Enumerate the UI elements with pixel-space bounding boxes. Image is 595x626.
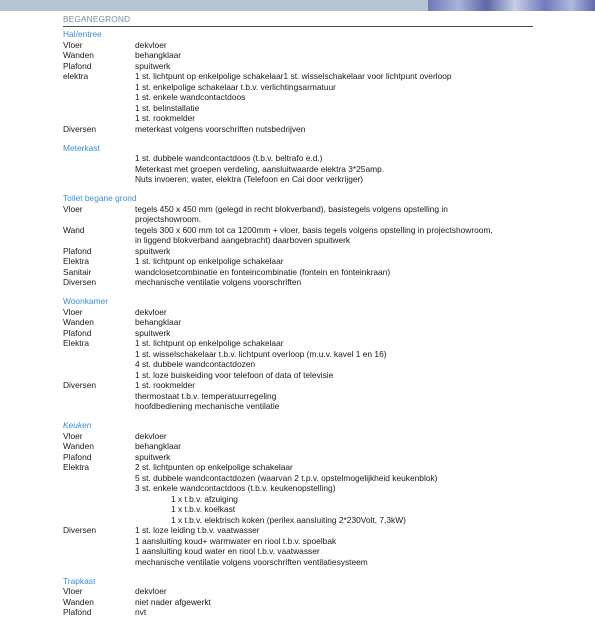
row-value-line: thermostaat t.b.v. temperatuurregeling [135, 390, 277, 401]
row-value-line: spuitwerk [135, 60, 171, 71]
row-label: Elektra [63, 256, 90, 266]
row-values [135, 441, 533, 452]
row-value-line: behangklaar [135, 50, 182, 60]
row-value-line: 1 st. belinstallatie [135, 102, 200, 113]
sections-container [63, 29, 533, 618]
document-body [63, 14, 533, 626]
row-values [135, 40, 533, 51]
section [63, 29, 533, 134]
section-title: Toilet begane grond [63, 193, 137, 203]
spec-row [63, 328, 533, 339]
spec-row [63, 277, 533, 288]
row-label [63, 153, 135, 185]
row-value-line: 2 st. lichtpunten op enkelpolige schakelaar [135, 462, 293, 472]
section-title: Meterkast [63, 142, 100, 153]
spec-row [63, 256, 533, 267]
row-label: Plafond [63, 327, 92, 338]
spec-row [63, 586, 533, 597]
row-value-line: 1 st. loze leiding t.b.v. vaatwasser [135, 525, 260, 535]
row-value-line: 1 st. dubbele wandcontactdoos (t.b.v. beltrafo e.d.) [135, 153, 323, 163]
section-title: Hal/entree [63, 29, 102, 39]
row-values [135, 204, 533, 225]
row-value-line: dekvloer [135, 39, 167, 50]
row-values [135, 307, 533, 318]
row-values [135, 153, 533, 185]
row-label: Diversen [63, 525, 97, 535]
spec-row [63, 40, 533, 51]
spec-row [63, 607, 533, 618]
spec-row [63, 50, 533, 61]
row-value-line: spuitwerk [135, 327, 171, 338]
row-value-line: behangklaar [135, 317, 182, 327]
row-values [135, 525, 533, 567]
row-values [135, 61, 533, 72]
row-value-line: tegels 450 x 450 mm (gelegd in recht blokverband), basistegels volgens opstelling in [135, 203, 448, 214]
row-value-line: 5 st. dubbele wandcontactdozen (waarvan 2 t.p.v. opstelmogelijkheid keukenblok) [135, 472, 438, 483]
row-value-line: meterkast volgens voorschriften nutsbedrijven [135, 123, 306, 134]
row-value-line: dekvloer [135, 430, 167, 441]
row-value-line: nvt [135, 607, 147, 617]
row-values [135, 431, 533, 442]
row-values [135, 597, 533, 608]
row-values [135, 328, 533, 339]
row-value-line: 1 st. lichtpunt op enkelpolige schakelaar [135, 256, 284, 266]
spec-row [63, 317, 533, 328]
section [63, 143, 533, 185]
spec-row [63, 124, 533, 135]
row-label: Wanden [63, 441, 94, 451]
row-label: Vloer [63, 203, 83, 214]
row-label: Vloer [63, 430, 83, 441]
section-title: Woonkamer [63, 296, 108, 306]
row-label: Plafond [63, 60, 92, 71]
row-value-line: mechanische ventilatie volgens voorschriften ventilatiesysteem [135, 556, 368, 567]
spec-row [63, 441, 533, 452]
row-value-line: behangklaar [135, 441, 182, 451]
row-value-line: spuitwerk [135, 451, 171, 462]
row-value-line: hoofdbediening mechanische ventilatie [135, 401, 280, 411]
row-label: Plafond [63, 607, 92, 617]
row-label: Diversen [63, 380, 97, 390]
spec-row [63, 452, 533, 463]
row-value-line: 1 x t.b.v. koelkast [171, 504, 236, 514]
spec-row [63, 462, 533, 525]
header-photo [428, 0, 595, 11]
row-value-line: in liggend blokverband aangebracht) daarboven spuitwerk [135, 235, 351, 245]
row-value-line: 4 st. dubbele wandcontactdozen [135, 359, 256, 369]
section [63, 420, 533, 567]
row-values [135, 462, 533, 525]
row-values [135, 246, 533, 257]
spec-row [63, 71, 533, 124]
row-value-line: mechanische ventilatie volgens voorschriften [135, 277, 302, 287]
row-label: Diversen [63, 123, 97, 134]
section-title: Trapkast [63, 575, 96, 586]
row-label: Plafond [63, 245, 92, 256]
row-value-line: 1 aansluiting koud water en riool t.b.v. vaatwasser [135, 546, 320, 556]
row-values [135, 256, 533, 267]
row-label: Sanitair [63, 266, 92, 277]
row-label: elektra [63, 71, 89, 81]
row-values [135, 338, 533, 380]
row-value-line: dekvloer [135, 306, 167, 317]
row-value-line: projectshowroom. [135, 214, 202, 224]
row-value-line: 1 st. wisselschakelaar t.b.v. lichtpunt overloop (m.u.v. kavel 1 en 16) [135, 348, 387, 359]
row-value-line: 1 x t.b.v. elektrisch koken (perilex aansluiting 2*230Volt, 7,3kW) [171, 514, 406, 525]
row-label: Wanden [63, 596, 94, 607]
spec-row [63, 338, 533, 380]
row-value-line: spuitwerk [135, 245, 171, 256]
row-label: Vloer [63, 306, 83, 317]
row-label: Diversen [63, 277, 97, 287]
row-value-line: 1 st. rookmelder [135, 380, 196, 390]
section [63, 296, 533, 412]
row-value-line: 1 aansluiting koud+ warmwater en riool t.b.v. spoelbak [135, 535, 337, 546]
row-values [135, 277, 533, 288]
row-label: Plafond [63, 451, 92, 462]
row-value-line: 1 st. enkele wandcontactdoos [135, 92, 246, 102]
row-values [135, 607, 533, 618]
row-values [135, 124, 533, 135]
row-value-line: 1 st. lichtpunt op enkelpolige schakelaar1 st. wisselschakelaar voor lichtpunt overloop [135, 71, 452, 81]
section [63, 576, 533, 618]
row-values [135, 225, 533, 246]
spec-row [63, 153, 533, 185]
row-value-line: tegels 300 x 600 mm tot ca 1200mm + vloer, basis tegels volgens opstelling in projectshowroom, [135, 224, 493, 235]
spec-row [63, 307, 533, 318]
row-value-line: 1 st. lichtpunt op enkelpolige schakelaar [135, 338, 284, 348]
spec-row [63, 267, 533, 278]
row-values [135, 380, 533, 412]
row-value-line: 1 st. rookmelder [135, 113, 196, 123]
row-label: Wanden [63, 50, 94, 60]
row-label: Wanden [63, 317, 94, 327]
row-label: Vloer [63, 39, 83, 50]
row-value-line: Nuts invoeren; water, elektra (Telefoon en Cai door verkrijger) [135, 174, 364, 184]
spec-row [63, 525, 533, 567]
page-heading: BEGANEGROND [63, 14, 131, 24]
row-label: Elektra [63, 338, 90, 348]
row-values [135, 317, 533, 328]
row-value-line: 1 st. enkelpolige schakelaar t.b.v. verlichtingsarmatuur [135, 81, 336, 92]
row-value-line: 1 st. loze buiskeiding voor telefoon of data of televisie [135, 369, 334, 380]
spec-row [63, 380, 533, 412]
row-value-line: niet nader afgewerkt [135, 596, 211, 607]
section-title: Keuken [63, 420, 92, 430]
row-label: Wand [63, 224, 85, 235]
row-value-line: Meterkast met groepen verdeling, aansluitwaarde elektra 3*25amp. [135, 163, 385, 174]
row-value-line: wandclosetcombinatie en fonteincombinatie (fontein en fonteinkraan) [135, 266, 391, 277]
heading-divider [63, 26, 533, 27]
spec-row [63, 204, 533, 225]
row-values [135, 50, 533, 61]
spec-row [63, 431, 533, 442]
row-values [135, 452, 533, 463]
spec-row [63, 225, 533, 246]
section [63, 193, 533, 288]
row-values [135, 586, 533, 597]
row-values [135, 71, 533, 124]
row-value-line: 1 x t.b.v. afzuiging [171, 493, 238, 504]
row-values [135, 267, 533, 278]
spec-row [63, 597, 533, 608]
row-label: Vloer [63, 586, 83, 596]
row-value-line: dekvloer [135, 586, 167, 596]
row-value-line: 3 st. enkele wandcontactdoos (t.b.v. keukenopstelling) [135, 483, 336, 493]
spec-row [63, 61, 533, 72]
spec-row [63, 246, 533, 257]
row-label: Elektra [63, 462, 90, 472]
